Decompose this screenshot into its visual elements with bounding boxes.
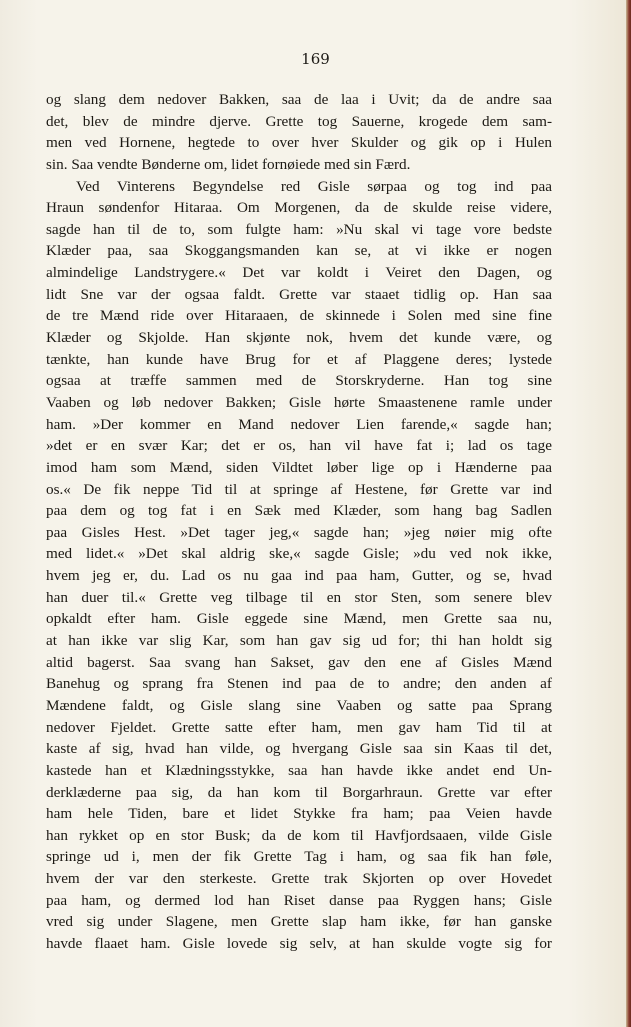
text-line: os.« De fik neppe Tid til at springe af Hestene, før Grette var ind (46, 480, 552, 498)
text-line: havde flaaet ham. Gisle lovede sig selv, at han skulde vogte sig for (46, 934, 552, 952)
text-line: paa Gisles Hest. »Det tager jeg,« sagde han; »jeg nøier mig ofte (46, 523, 552, 541)
text-line: sagde han til de to, som fulgte ham: »Nu skal vi tage vore bedste (46, 220, 552, 238)
text-line: opkaldt efter ham. Gisle eggede sine Mænd, men Grette saa nu, (46, 610, 552, 628)
text-line: han rykket op en stor Busk; da de kom til Havfjordsaaen, vilde Gisle (46, 826, 552, 844)
text-line: det, blev de mindre djerve. Grette tog Sauerne, krogede dem sam- (46, 112, 552, 130)
text-line: Vaaben og løb nedover Bakken; Gisle hørte Smaastenene ramle under (46, 393, 552, 411)
text-line: derklæderne paa sig, da han kom til Borgarhraun. Grette var efter (46, 783, 552, 801)
body-text (46, 89, 552, 955)
text-line: imod ham som Mænd, siden Vildtet løber lige op i Hænderne paa (46, 458, 552, 476)
text-line: kaste af sig, hvad han vilde, og hvergang Gisle saa sin Kaas til det, (46, 740, 552, 758)
text-line: og slang dem nedover Bakken, saa de laa i Uvit; da de andre saa (46, 91, 552, 108)
text-line: Ved Vinterens Begyndelse red Gisle sørpaa og tog ind paa (76, 177, 552, 195)
text-line: de tre Mænd ride over Hitaraaen, de skinnede i Solen med sine fine (46, 307, 552, 325)
page-number: 169 (301, 50, 330, 68)
text-line: Mændene faldt, og Gisle slang sine Vaaben og satte paa Sprang (46, 696, 552, 714)
text-line: at han ikke var slig Kar, som han gav sig ud for; thi han holdt sig (46, 632, 552, 650)
text-line: paa dem og tog fat i en Sæk med Klæder, som hang bag Sadlen (46, 502, 552, 520)
text-line: nedover Fjeldet. Grette satte efter ham, men gav ham Tid til at (46, 718, 552, 736)
text-line: han duer til.« Grette veg tilbage til en stor Sten, som senere blev (46, 588, 552, 606)
text-line: ogsaa at træffe sammen med de Storskryderne. Han tog sine (46, 372, 552, 390)
text-line: springe ud i, men der fik Grette Tag i ham, og saa fik han føle, (46, 848, 552, 866)
text-line: Klæder og Skjolde. Han skjønte nok, hvem det kunde være, og (46, 329, 552, 347)
text-line: vred sig under Slagene, men Grette slap ham ikke, før han ganske (46, 913, 552, 931)
text-line: sin. Saa vendte Bønderne om, lidet fornøiede med sin Færd. (46, 155, 411, 173)
text-line: men ved Hornene, hegtede to over hver Skulder og gik op i Hulen (46, 134, 552, 152)
text-line: altid bagerst. Saa svang han Sakset, gav den ene af Gisles Mænd (46, 653, 552, 671)
text-line: kastede han et Klædningsstykke, saa han havde ikke andet end Un- (46, 761, 552, 779)
text-line: Banehug og sprang fra Stenen ind paa de to andre; den anden af (46, 675, 552, 693)
text-line: almindelige Landstrygere.« Det var koldt i Veiret den Dagen, og (46, 264, 552, 282)
text-line: Klæder paa, saa Skoggangsmanden kan se, at vi ikke er nogen (46, 242, 552, 260)
text-line: Hraun søndenfor Hitaraa. Om Morgenen, da de skulde reise videre, (46, 199, 552, 217)
text-line: ham. »Der kommer en Mand nedover Lien farende,« sagde han; (46, 415, 552, 433)
text-line: paa ham, og dermed lod han Riset danse paa Ryggen hans; Gisle (46, 891, 552, 909)
text-line: med lidet.« »Det skal aldrig ske,« sagde Gisle; »du ved nok ikke, (46, 545, 552, 563)
text-line: hvem der var den sterkeste. Grette trak Skjorten op over Hovedet (46, 870, 552, 888)
text-line: ham hele Tiden, bare et lidet Stykke fra ham; paa Veien havde (46, 805, 552, 823)
text-line: »det er en svær Kar; det er os, han vil have fat i; lad os tage (46, 437, 552, 455)
page-edge (626, 0, 631, 1027)
text-line: lidt Sne var der ogsaa faldt. Grette var staaet tidlig op. Han saa (46, 285, 552, 303)
text-line: tænkte, han kunde have Brug for et af Plaggene deres; lystede (46, 350, 552, 368)
text-line: hvem jeg er, du. Lad os nu gaa ind paa ham, Gutter, og se, hvad (46, 567, 552, 585)
